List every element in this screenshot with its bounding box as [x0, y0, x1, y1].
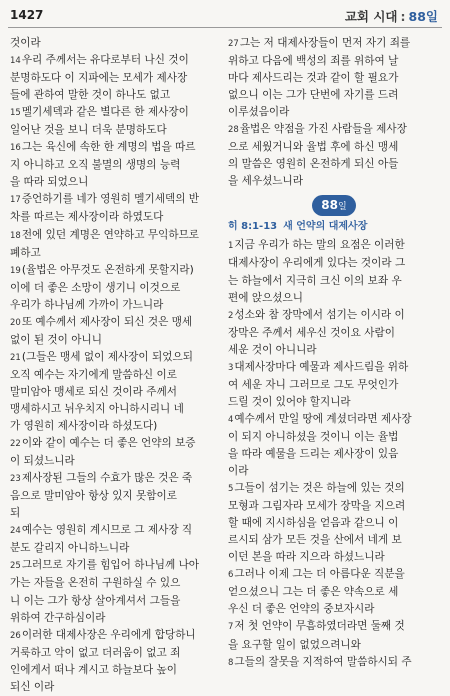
- verse: [10, 627, 220, 696]
- day-badge: [312, 195, 356, 216]
- verse: [10, 52, 220, 104]
- verse-line: [10, 505, 220, 522]
- verse-line: [228, 480, 440, 498]
- verse-number: 8: [228, 657, 234, 668]
- verse-line: [10, 314, 220, 332]
- verse-number: 15: [10, 108, 21, 119]
- verse: [228, 480, 440, 566]
- verse-line: [10, 401, 220, 418]
- verse-number: 22: [10, 439, 21, 450]
- verse-text: 그러므로 자기를 힘입어 하나님께 나아: [21, 559, 200, 572]
- verse-text: 이 되셨느니라: [10, 455, 75, 468]
- right-column: [228, 35, 440, 668]
- verse-line: [10, 522, 220, 540]
- verse-line: [228, 70, 440, 87]
- verse-line: [10, 470, 220, 488]
- right-column-top: [228, 35, 440, 190]
- verse: [10, 227, 220, 262]
- verse-number: 27: [228, 39, 239, 49]
- verse-line: [10, 384, 220, 401]
- verse-text: 멜기세덱과 같은 별다른 한 제사장이: [21, 106, 189, 119]
- verse-line: [228, 429, 440, 446]
- verse-line: [228, 156, 440, 173]
- verse-line: [228, 446, 440, 463]
- verse-text: 이 되지 아니하셨을 것이니 이는 율법: [228, 430, 399, 443]
- verse-text: 세운 것이 아니니라: [228, 343, 317, 356]
- verse: [10, 191, 220, 226]
- verse-line: [228, 618, 440, 636]
- verse-text: 얻으셨으니 그는 더 좋은 약속으로 세: [228, 586, 399, 599]
- day-badge-suffix: 일: [338, 202, 347, 213]
- verse-line: [10, 297, 220, 314]
- verse-number: 25: [10, 561, 21, 572]
- verse-text: 저 첫 언약이 무흠하였더라면 둘째 것: [234, 620, 405, 633]
- verse-text: 의 말씀은 영원히 온전하게 되신 아들: [228, 158, 399, 171]
- verse-text: 지금 우리가 하는 말의 요점은 이러한: [234, 239, 405, 252]
- verse-line: [10, 104, 220, 122]
- verse-text: (율법은 아무것도 온전하게 못할지라): [21, 263, 194, 276]
- verse-text: (그들은 맹세 없이 제사장이 되었으되: [21, 350, 193, 363]
- verse-text: 지 아니하고 오직 불멸의 생명의 능력: [10, 159, 181, 172]
- verse-text: 없이 된 것이 아니니: [10, 333, 102, 346]
- verse-number: 1: [228, 241, 234, 252]
- verse-text: 으로 세웠거니와 율법 후에 하신 맹세: [228, 141, 399, 154]
- verse-text: 없으니 이는 그가 단번에 자기를 드려: [228, 89, 399, 102]
- verse: [10, 104, 220, 139]
- verse: [10, 522, 220, 557]
- verse-text: 마다 제사드리는 것과 같이 할 필요가: [228, 72, 399, 85]
- verse-number: 3: [228, 362, 234, 373]
- verse-text: 할 때에 지시하심을 얻음과 같으니 이: [228, 517, 399, 530]
- verse-text: 들에 관하여 말한 것이 하나도 없고: [10, 89, 171, 102]
- day-label: 88일: [408, 9, 438, 24]
- verse-text: 분도 갈리지 아니하느니라: [10, 542, 130, 555]
- page-header: [0, 0, 450, 28]
- verse: [228, 307, 440, 359]
- verse-line: [10, 209, 220, 226]
- verse-text: 또 예수께서 제사장이 되신 것은 맹세: [21, 315, 193, 328]
- verse-line: [10, 139, 220, 157]
- verse-line: [228, 394, 440, 411]
- verse-line: [228, 237, 440, 255]
- verse-number: 18: [10, 230, 21, 241]
- verse-text: 을 요구할 일이 없었으려니와: [228, 638, 361, 651]
- verse-line: [228, 584, 440, 601]
- verse-text: 것이라: [10, 37, 41, 49]
- verse-number: 2: [228, 310, 234, 321]
- verse-number: 23: [10, 474, 21, 485]
- verse-text: 르시되 삼가 모든 것을 산에서 네게 보: [228, 534, 402, 547]
- verse-line: [228, 566, 440, 584]
- verse-text: 증언하기를 네가 영원히 멜기세덱의 반: [21, 193, 200, 206]
- verse-text: 그러나 이제 그는 더 아름다운 직분을: [234, 568, 405, 581]
- verse-line: [228, 273, 440, 290]
- verse-line: [10, 157, 220, 174]
- verse-line: [10, 593, 220, 610]
- verse-number: 17: [10, 195, 21, 206]
- verse-text: 그는 저 대제사장들이 먼저 자기 죄를: [239, 37, 411, 49]
- verse-text: 장막은 주께서 세우신 것이요 사람이: [228, 326, 395, 339]
- verse-line: [10, 332, 220, 349]
- verse-line: [10, 610, 220, 627]
- verse-line: [10, 453, 220, 470]
- verse-text: 전에 있던 계명은 연약하고 무익하므로: [21, 228, 200, 241]
- verse-line: [228, 325, 440, 342]
- verse-text: 가 영원히 제사장이라 하셨도다): [10, 420, 158, 433]
- verse-line: [228, 104, 440, 121]
- verse-number: 14: [10, 56, 21, 67]
- verse-text: 차를 따르는 제사장이라 하였도다: [10, 211, 164, 224]
- verse-line: [10, 662, 220, 679]
- verse-line: [228, 87, 440, 104]
- verse-text: 거룩하고 악이 없고 더러움이 없고 죄: [10, 646, 181, 659]
- verse-number: 26: [10, 630, 21, 641]
- verse-line: [228, 359, 440, 377]
- verse: [228, 411, 440, 480]
- verse-line: [10, 227, 220, 245]
- verse-text: 이던 본을 따라 지으라 하셨느니라: [228, 551, 385, 564]
- verse-text: 는 하늘에서 지극히 크신 이의 보좌 우: [228, 274, 402, 287]
- verse-line: [228, 532, 440, 549]
- verse-number: 6: [228, 570, 234, 581]
- verse: [10, 262, 220, 314]
- verse-text: 대제사장이 우리에게 있다는 것이라 그: [228, 257, 406, 270]
- verse-line: [10, 52, 220, 70]
- verse-line: [10, 262, 220, 280]
- verse-text: 오직 예수는 자기에게 말씀하신 이로: [10, 368, 177, 381]
- verse: [10, 314, 220, 349]
- verse-line: [228, 290, 440, 307]
- verse-line: [10, 349, 220, 367]
- verse-line: [228, 549, 440, 566]
- verse-text: 드릴 것이 있어야 할지니라: [228, 395, 351, 408]
- verse-text: 모형과 그림자라 모세가 장막을 지으려: [228, 500, 406, 513]
- verse: [10, 435, 220, 470]
- left-column: [10, 35, 220, 693]
- right-column-bottom: [228, 237, 440, 671]
- verse-line: [10, 418, 220, 435]
- verse-text: 대제사장마다 예물과 제사드림을 위하: [234, 360, 409, 373]
- verse-text: 여 세운 자니 그러므로 그도 무엇인가: [228, 378, 399, 391]
- verse-line: [228, 35, 440, 53]
- verse-number: 20: [10, 317, 21, 328]
- verse-line: [228, 515, 440, 532]
- verse-text: 그들이 섬기는 것은 하늘에 있는 것의: [234, 482, 405, 495]
- verse-text: 그는 육신에 속한 한 계명의 법을 따르: [21, 141, 196, 154]
- reading-heading: [228, 219, 440, 234]
- verse-text: 니 이는 그가 항상 살아계셔서 그들을: [10, 594, 181, 607]
- verse-number: 24: [10, 526, 21, 537]
- verse-line: [10, 87, 220, 104]
- verse-line: [228, 601, 440, 618]
- verse-number: 16: [10, 143, 21, 154]
- verse-line: [228, 411, 440, 429]
- verse-line: [10, 627, 220, 645]
- verse-number: 4: [228, 414, 234, 425]
- page-number: 1427: [10, 8, 44, 22]
- verse-text: 이루셨음이라: [228, 106, 290, 119]
- verse: [228, 35, 440, 121]
- verse-number: 5: [228, 484, 234, 495]
- header-rule: [8, 27, 442, 28]
- verse-line: [228, 139, 440, 156]
- verse-text: 제사장된 그들의 수효가 많은 것은 죽: [21, 472, 193, 485]
- verse-line: [10, 367, 220, 384]
- verse-line: [10, 679, 220, 696]
- verse-text: 이와 같이 예수는 더 좋은 언약의 보증: [21, 437, 196, 450]
- verse-line: [228, 53, 440, 70]
- verse-line: [10, 35, 220, 52]
- verse: [10, 557, 220, 626]
- verse-text: 예수는 영원히 계시므로 그 제사장 직: [21, 524, 193, 537]
- verse-line: [228, 637, 440, 654]
- verse-line: [10, 245, 220, 262]
- verse-text: 예수께서 만일 땅에 계셨더라면 제사장: [234, 412, 412, 425]
- verse-line: [10, 122, 220, 139]
- verse-line: [10, 645, 220, 662]
- verse: [10, 35, 220, 52]
- verse-line: [10, 174, 220, 191]
- reading-reference: 히 8:1-13: [228, 221, 278, 233]
- verse-text: 을 따라 되었으니: [10, 176, 89, 189]
- verse: [228, 121, 440, 190]
- verse-number: 7: [228, 622, 234, 633]
- verse-line: [228, 307, 440, 325]
- verse-number: 21: [10, 352, 21, 363]
- verse-text: 편에 앉으셨으니: [228, 291, 304, 304]
- verse: [228, 654, 440, 672]
- verse-text: 가는 자들을 온전히 구원하실 수 있으: [10, 577, 181, 590]
- verse-text: 위하여 간구하심이라: [10, 611, 106, 624]
- verse-text: 이러한 대제사장은 우리에게 합당하니: [21, 628, 196, 641]
- verse-line: [228, 342, 440, 359]
- verse: [228, 359, 440, 411]
- verse-text: 되: [10, 507, 21, 520]
- verse-line: [228, 498, 440, 515]
- section-title: 새 언약의 대제사장: [283, 221, 368, 233]
- verse: [10, 470, 220, 522]
- verse-text: 을 따라 예물을 드리는 제사장이 있음: [228, 447, 399, 460]
- separator: :: [400, 9, 406, 24]
- verse-number: 19: [10, 265, 21, 276]
- running-head: [345, 7, 438, 25]
- verse-text: 우리 주께서는 유다로부터 나신 것이: [21, 54, 189, 67]
- verse-text: 을 세우셨느니라: [228, 175, 304, 188]
- verse-line: [10, 557, 220, 575]
- verse-text: 이라: [228, 465, 249, 478]
- verse: [10, 349, 220, 435]
- day-badge-number: 88: [321, 198, 338, 213]
- verse-line: [228, 377, 440, 394]
- verse: [228, 566, 440, 618]
- verse-text: 되신 이라: [10, 680, 55, 693]
- verse-line: [228, 255, 440, 272]
- verse-line: [228, 121, 440, 139]
- verse-line: [228, 654, 440, 672]
- verse: [228, 237, 440, 306]
- verse-line: [228, 173, 440, 190]
- verse-line: [10, 191, 220, 209]
- verse-text: 우신 더 좋은 언약의 중보자시라: [228, 603, 375, 616]
- verse-line: [10, 540, 220, 557]
- verse: [10, 139, 220, 191]
- verse-text: 율법은 약점을 가진 사람들을 제사장: [239, 123, 407, 136]
- verse-text: 이에 더 좋은 소망이 생기니 이것으로: [10, 281, 181, 294]
- verse-text: 맹세하시고 뉘우치지 아니하시리니 네: [10, 402, 184, 415]
- section-name: 교회 시대: [344, 9, 398, 24]
- verse-text: 일어난 것을 보니 더욱 분명하도다: [10, 124, 167, 137]
- verse-text: 말미암아 맹세로 되신 것이라 주께서: [10, 385, 177, 398]
- verse-number: 28: [228, 125, 239, 136]
- verse-text: 분명하도다 이 지파에는 모세가 제사장: [10, 72, 188, 85]
- verse: [228, 618, 440, 653]
- verse-line: [10, 435, 220, 453]
- verse-text: 위하고 다음에 백성의 죄를 위하여 날: [228, 55, 399, 68]
- verse-text: 그들의 잘못을 지적하여 말씀하시되 주: [234, 655, 412, 668]
- verse-line: [10, 280, 220, 297]
- verse-line: [228, 463, 440, 480]
- verse-text: 우리가 하나님께 가까이 가느니라: [10, 298, 164, 311]
- verse-line: [10, 70, 220, 87]
- verse-text: 성소와 참 장막에서 섬기는 이시라 이: [234, 308, 405, 321]
- verse-text: 음으로 말미암아 항상 있지 못함이로: [10, 490, 177, 503]
- verse-line: [10, 488, 220, 505]
- verse-text: 폐하고: [10, 246, 41, 259]
- verse-text: 인에게서 떠나 계시고 하늘보다 높이: [10, 663, 177, 676]
- verse-line: [10, 575, 220, 592]
